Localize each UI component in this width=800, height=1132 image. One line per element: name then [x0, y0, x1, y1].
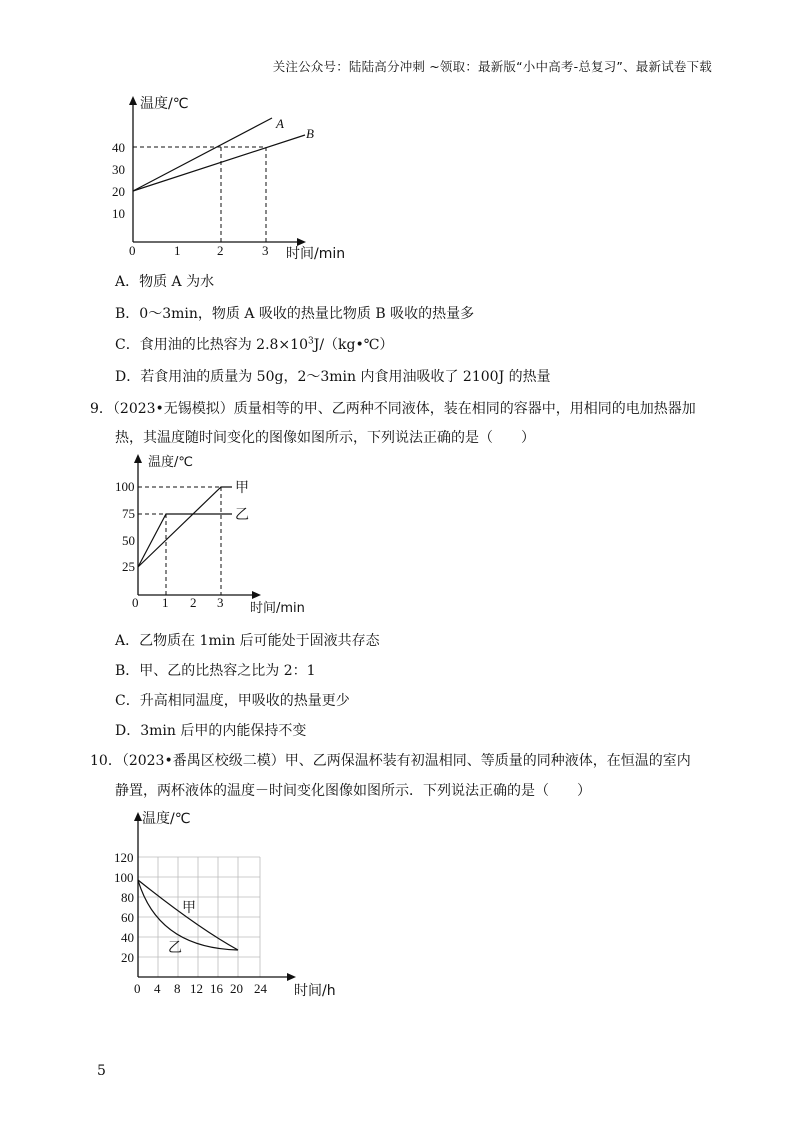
- chart3-label-yi: 乙: [168, 940, 182, 956]
- chart2-ytick: 75: [122, 506, 135, 521]
- q9-option-d: D．3min 后甲的内能保持不变: [115, 723, 307, 739]
- q9-option-b: B．甲、乙的比热容之比为 2：1: [115, 663, 316, 679]
- chart2-ytick: 100: [115, 479, 135, 494]
- q9-stem-line2: 热，其温度随时间变化的图像如图所示，下列说法正确的是（ ）: [115, 430, 535, 446]
- chart2-xtick: 3: [217, 595, 224, 610]
- q9-stem-line1: 9．（2023•无锡模拟）质量相等的甲、乙两种不同液体，装在相同的容器中，用相同的电加热器加: [90, 401, 696, 417]
- q9-option-c: C．升高相同温度，甲吸收的热量更少: [115, 693, 350, 709]
- chart3-label-jia: 甲: [182, 900, 196, 916]
- chart2-label-jia: 甲: [235, 480, 249, 496]
- chart3-ytick: 120: [114, 850, 134, 865]
- chart3-xtick: 20: [230, 981, 243, 996]
- chart1-ytick: 40: [112, 140, 125, 155]
- chart1-xlabel: 时间/min: [286, 246, 346, 262]
- chart2-xtick: 0: [132, 595, 139, 610]
- q8-option-d: D．若食用油的质量为 50g，2～3min 内食用油吸收了 2100J 的热量: [115, 369, 551, 385]
- chart3-xtick: 24: [254, 981, 267, 996]
- chart1-ylabel: 温度/℃: [140, 96, 189, 112]
- chart1-xtick: 0: [129, 243, 136, 258]
- page-number: 5: [97, 1063, 106, 1079]
- chart3-ylabel: 温度/℃: [142, 811, 191, 827]
- q8-option-c: C．食用油的比热容为 $2.8\times 10^3J/(kg•℃)$: [115, 336, 394, 353]
- chart2-ytick: 25: [122, 559, 135, 574]
- chart1-xtick: 3: [262, 243, 269, 258]
- chart3-ytick: 80: [121, 890, 134, 905]
- chart3-ytick: 20: [121, 950, 134, 965]
- chart2-xtick: 2: [190, 595, 197, 610]
- chart3-xtick: 12: [190, 981, 203, 996]
- q8-option-b: B．0～3min，物质 A 吸收的热量比物质 B 吸收的热量多: [115, 306, 475, 322]
- chart-3-temperature-time: [110, 808, 360, 1008]
- chart3-xtick: 0: [134, 981, 141, 996]
- chart2-label-yi: 乙: [235, 507, 249, 523]
- q8-option-a: A．物质 A 为水: [115, 274, 215, 290]
- q10-stem-line2: 静置，两杯液体的温度－时间变化图像如图所示．下列说法正确的是（ ）: [115, 783, 591, 799]
- chart2-xtick: 1: [162, 595, 169, 610]
- chart2-xlabel: 时间/min: [250, 601, 305, 616]
- chart3-xtick: 4: [154, 981, 161, 996]
- chart3-grid: [138, 857, 260, 977]
- chart1-ytick: 20: [112, 184, 125, 199]
- chart3-xlabel: 时间/h: [294, 983, 336, 999]
- chart1-xtick: 2: [217, 243, 224, 258]
- chart-1-temperature-time: [100, 92, 370, 262]
- chart2-ytick: 50: [122, 533, 135, 548]
- chart2-line-jia: [138, 487, 232, 567]
- chart3-ytick: 60: [121, 910, 134, 925]
- chart1-line-a: [133, 118, 272, 191]
- q9-option-a: A．乙物质在 1min 后可能处于固液共存态: [115, 633, 380, 649]
- chart3-ytick: 40: [121, 930, 134, 945]
- chart1-xtick: 1: [174, 243, 181, 258]
- chart-2-temperature-time: [110, 450, 350, 620]
- chart2-ylabel: 温度/℃: [148, 455, 193, 470]
- chart3-ytick: 100: [114, 870, 134, 885]
- page-header: 关注公众号：陆陆高分冲刺 ~领取：最新版“小中高考-总复习”、最新试卷下载: [272, 59, 712, 74]
- q10-stem-line1: 10．（2023•番禺区校级二模）甲、乙两保温杯装有初温相同、等质量的同种液体，在恒温的室内: [90, 753, 691, 769]
- chart3-xtick: 8: [174, 981, 181, 996]
- chart1-ytick: 10: [112, 206, 125, 221]
- chart1-label-b: B: [306, 126, 314, 141]
- chart1-label-a: A: [276, 116, 284, 131]
- chart1-ytick: 30: [112, 162, 125, 177]
- chart3-xtick: 16: [210, 981, 223, 996]
- chart1-line-b: [133, 135, 305, 191]
